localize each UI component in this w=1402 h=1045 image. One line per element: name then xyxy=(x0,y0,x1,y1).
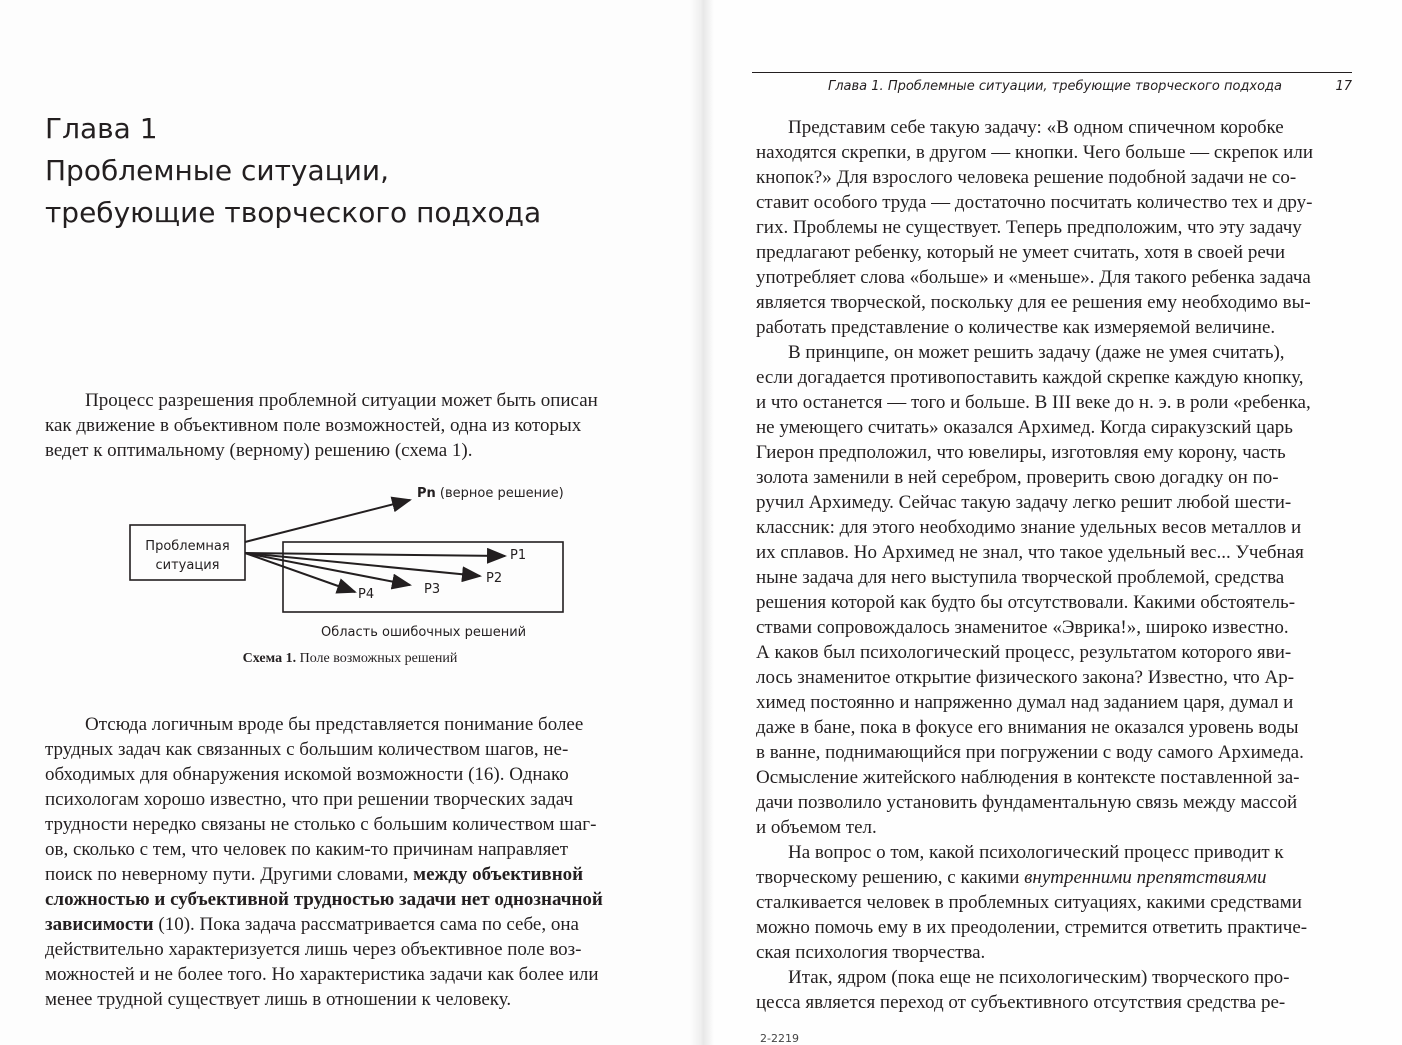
text-line: Отсюда логичным вроде бы представляется понимание более xyxy=(85,714,584,735)
chapter-title-line-1: Проблемные ситуации, xyxy=(45,154,389,187)
text-line: менее трудной существует лишь в отношении к человеку. xyxy=(45,989,512,1010)
text-line: ведет к оптимальному (верному) решению (схема 1). xyxy=(45,440,473,461)
page-number: 17 xyxy=(1335,79,1352,94)
text-line xyxy=(45,862,645,887)
problem-box-label-line: ситуация xyxy=(155,558,220,573)
intro-paragraph xyxy=(45,388,645,463)
text-line: предлагают ребенку, который не умеет считать, хотя в своей речи xyxy=(756,242,1286,263)
pn-label-bold: Pn xyxy=(417,486,436,501)
caption-bold: Схема 1. xyxy=(242,651,297,666)
p3-label: P3 xyxy=(424,582,441,597)
arrow-p3 xyxy=(245,553,410,585)
text-fragment: (10). Пока задача рассматривается сама по себе, она xyxy=(153,914,579,935)
text-line: даже в бане, пока в фокусе его внимания не оказался уровень воды xyxy=(756,717,1299,738)
text-line: если догадается противопоставить каждой скрепке каждую кнопку, xyxy=(756,367,1304,388)
text-line xyxy=(45,912,645,937)
chapter-label: Глава 1 xyxy=(45,112,158,145)
signature-code: 2-2219 xyxy=(760,1032,799,1045)
text-line: дачи позволило установить фундаментальную связь между массой xyxy=(756,792,1298,813)
text-line: в ванне, поднимающийся при погружении с воду самого Архимеда. xyxy=(756,742,1304,763)
text-line xyxy=(756,865,1352,890)
text-line: как движение в объективном поле возможностей, одна из которых xyxy=(45,415,582,436)
bold-fragment: между объективной xyxy=(413,864,584,885)
text-line: Осмысление житейского наблюдения в контексте поставленной за- xyxy=(756,767,1300,788)
text-line: и объемом тел. xyxy=(756,817,877,838)
text-line: ныне задача для него выступила творческой проблемой, средства xyxy=(756,567,1285,588)
bold-line: сложностью и субъективной трудностью задачи нет однозначной xyxy=(45,889,603,910)
solution-field-diagram xyxy=(110,480,590,680)
chapter-title-line-2: требующие творческого подхода xyxy=(45,196,542,229)
chapter-heading xyxy=(45,108,665,234)
text-line: решения которой как будто бы отсутствовали. Какими обстоятель- xyxy=(756,592,1296,613)
text-line: В принципе, он может решить задачу (даже не умея считать), xyxy=(788,342,1285,363)
text-line: можностей и не более того. Но характеристика задачи как более или xyxy=(45,964,599,985)
pn-label-note: (верное решение) xyxy=(435,486,564,501)
problem-box-label xyxy=(130,537,245,575)
text-line: не умеющего считать» оказался Архимед. Когда сиракузский царь xyxy=(756,417,1293,438)
arrow-p1 xyxy=(245,553,505,556)
text-line: Гиерон предположил, что ювелиры, изготовляя ему корону, часть xyxy=(756,442,1286,463)
text-line: трудности нередко связаны не столько с большим количеством шаг- xyxy=(45,814,597,835)
running-title: Глава 1. Проблемные ситуации, требующие творческого подхода xyxy=(828,79,1282,94)
right-paragraph-1 xyxy=(756,115,1352,1015)
text-line: Процесс разрешения проблемной ситуации может быть описан xyxy=(85,390,598,411)
text-line: и что останется — того и больше. В III веке до н. э. в роли «ребенка, xyxy=(756,392,1311,413)
running-header xyxy=(752,72,1352,101)
text-line: является творческой, поскольку для ее решения ему необходимо вы- xyxy=(756,292,1311,313)
text-line: ставит особого труда — достаточно посчитать количество тех и дру- xyxy=(756,192,1313,213)
text-line: ручил Архимеду. Сейчас такую задачу легко решит любой шести- xyxy=(756,492,1292,513)
text-line: гих. Проблемы не существует. Теперь предположим, что эту задачу xyxy=(756,217,1302,238)
diagram-caption xyxy=(110,651,590,667)
text-line: обходимых для обнаружения искомой возможности (16). Однако xyxy=(45,764,569,785)
text-line: действительно характеризуется лишь через объективное поле воз- xyxy=(45,939,582,960)
pn-label xyxy=(417,486,564,501)
bold-fragment: зависимости xyxy=(45,914,154,935)
text-line: химед постоянно и напряженно думал над заданием царя, думал и xyxy=(756,692,1294,713)
p1-label: P1 xyxy=(510,548,527,563)
text-fragment: поиск по неверному пути. Другими словами, xyxy=(45,864,409,885)
book-gutter xyxy=(690,0,714,1045)
arrow-pn xyxy=(245,500,410,542)
text-line: золота заменили в ней серебром, проверить свою догадку он по- xyxy=(756,467,1279,488)
text-line: классник: для этого необходимо знание удельных весов металлов и xyxy=(756,517,1302,538)
text-line: находятся скрепки, в другом — кнопки. Чего больше — скрепок или xyxy=(756,142,1313,163)
text-line: можно помочь ему в их преодолении, стремится ответить практиче- xyxy=(756,917,1308,938)
body-paragraph xyxy=(45,712,645,1012)
text-line: ов, сколько с тем, что человек по каким-то причинам направляет xyxy=(45,839,569,860)
text-line: Итак, ядром (пока еще не психологическим) творческого про- xyxy=(788,967,1290,988)
problem-box-label-line: Проблемная xyxy=(145,539,230,554)
p2-label: P2 xyxy=(486,571,503,586)
text-line: На вопрос о том, какой психологический процесс приводит к xyxy=(788,842,1284,863)
text-line: ствами сопровождалось знаменитое «Эврика!», широко известно. xyxy=(756,617,1289,638)
text-fragment: творческому решению, с какими xyxy=(756,867,1025,888)
italic-fragment: внутренними препятствиями xyxy=(1024,867,1267,888)
text-line: употребляет слова «больше» и «меньше». Для такого ребенка задача xyxy=(756,267,1311,288)
text-line: лось знаменитое открытие физического закона? Известно, что Ар- xyxy=(756,667,1295,688)
p4-label: P4 xyxy=(358,587,375,602)
text-line: Представим себе такую задачу: «В одном спичечном коробке xyxy=(788,117,1284,138)
text-line: цесса является переход от субъективного отсутствия средства ре- xyxy=(756,992,1286,1013)
text-line: ская психология творчества. xyxy=(756,942,986,963)
error-region-label: Область ошибочных решений xyxy=(321,625,527,640)
text-line: трудных задач как связанных с большим количеством шагов, не- xyxy=(45,739,569,760)
text-line: кнопок?» Для взрослого человека решение подобной задачи не со- xyxy=(756,167,1297,188)
text-line: психологам хорошо известно, что при решении творческих задач xyxy=(45,789,574,810)
caption-text: Поле возможных решений xyxy=(296,651,458,666)
text-line: А каков был психологический процесс, результатом которого яви- xyxy=(756,642,1292,663)
text-line: работать представление о количестве как измеряемой величине. xyxy=(756,317,1276,338)
text-line: сталкивается человек в проблемных ситуациях, какими средствами xyxy=(756,892,1302,913)
text-line: их сплавов. Но Архимед не знал, что такое удельный вес... Учебная xyxy=(756,542,1304,563)
